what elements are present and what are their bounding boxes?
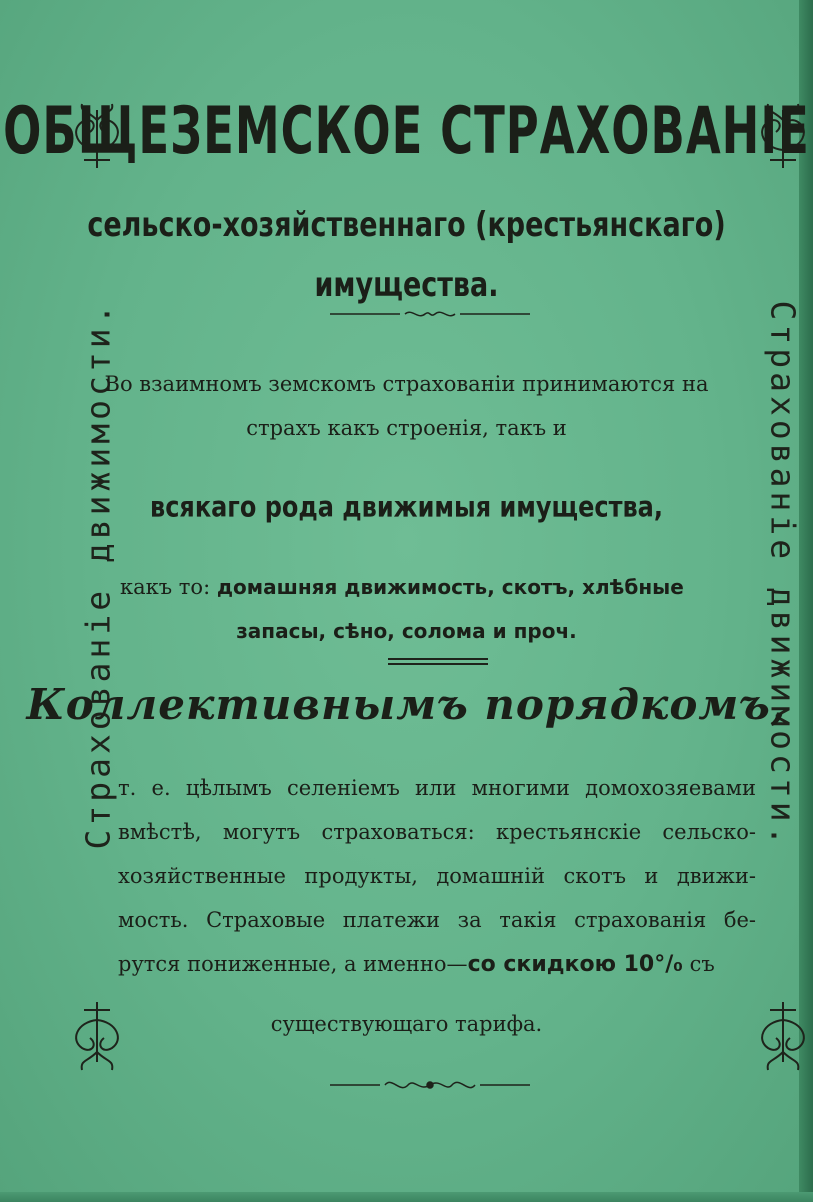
- examples-text-1: домашняя движимость, скотъ, хлѣбные: [216, 575, 684, 599]
- subtitle-line-2: имущества.: [314, 266, 499, 305]
- bottom-divider-ornament: [330, 1074, 530, 1096]
- divider-ornament: [330, 306, 530, 322]
- highlight-text: всякаго рода движимыя имущества,: [150, 490, 663, 524]
- double-rule-top: [388, 658, 488, 660]
- examples-prefix: какъ то:: [120, 575, 211, 599]
- body-paragraph: [118, 766, 756, 987]
- body-line: вмѣстѣ, могутъ страховаться: крестьянскіе сельско-: [118, 820, 756, 844]
- page-edge-bottom: [0, 1192, 813, 1202]
- body-last-prefix: рутся пониженные, а именно—: [118, 952, 468, 976]
- intro-line-1: Во взаимномъ земскомъ страхованіи принимаются на: [104, 372, 709, 396]
- double-rule-bottom: [388, 663, 488, 665]
- side-text-right: Страхованіе движимости.: [763, 300, 803, 850]
- examples-line-2: запасы, сѣно, солома и проч.: [236, 619, 577, 643]
- body-line-last: [118, 942, 756, 987]
- body-line: хозяйственные продукты, домашній скотъ и движи-: [118, 864, 756, 888]
- subtitle-line-1: сельско-хозяйственнаго (крестьянскаго): [87, 206, 726, 245]
- body-line: т. е. цѣлымъ селеніемъ или многими домохозяевами: [118, 776, 756, 800]
- page-title: ОБЩЕЗЕМСКОЕ СТРАХОВАНІЕ: [3, 92, 810, 169]
- collective-heading: Коллективнымъ порядкомъ,: [26, 680, 787, 729]
- intro-line-2: страхъ какъ строенія, такъ и: [246, 416, 567, 440]
- body-line: мость. Страховые платежи за такія страхованія бе-: [118, 908, 756, 932]
- discount-text: со скидкою 10°/₀: [467, 952, 683, 977]
- final-line: существующаго тарифа.: [270, 1012, 543, 1036]
- side-text-left: Страхованіе движимости.: [78, 300, 118, 850]
- examples-line-1: [120, 565, 756, 609]
- body-last-suffix: съ: [689, 952, 715, 976]
- subtitle: [0, 196, 813, 316]
